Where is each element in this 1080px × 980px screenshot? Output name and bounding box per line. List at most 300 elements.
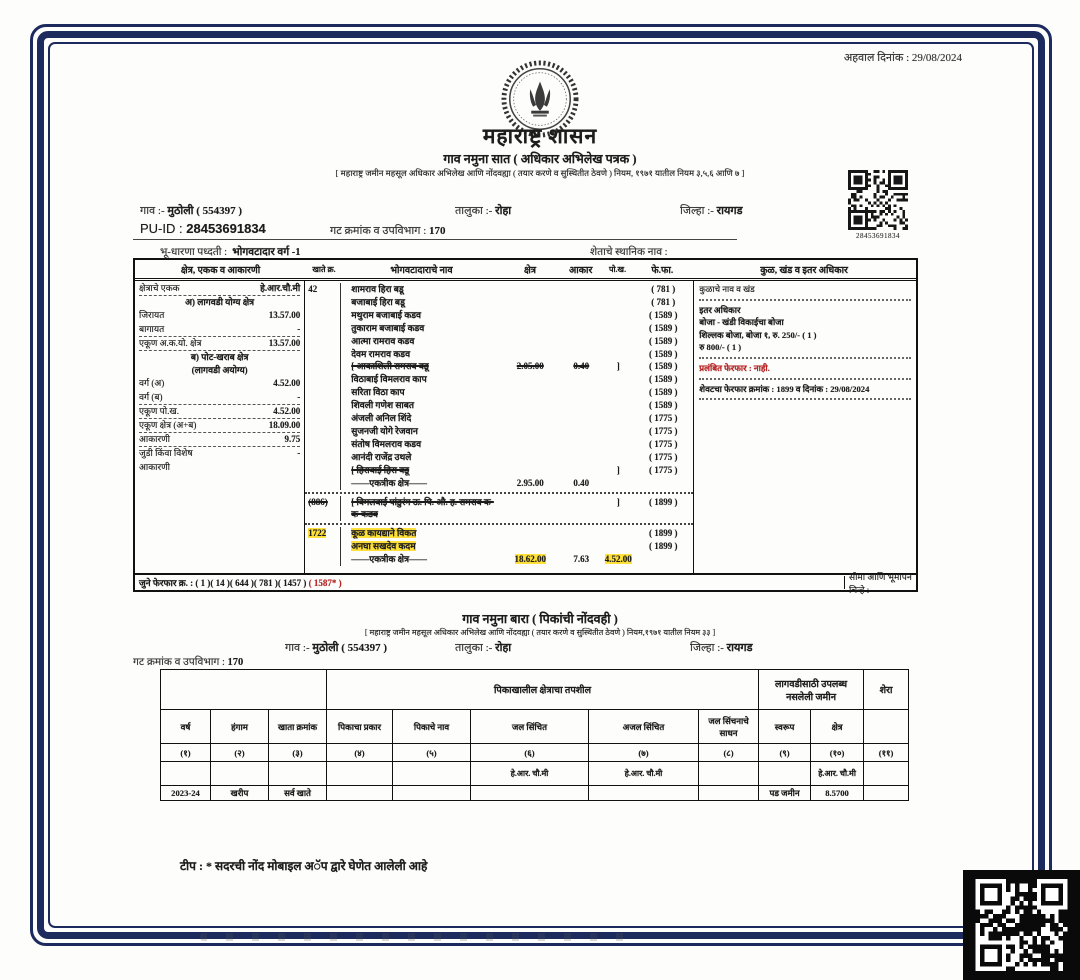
potkharab-value bbox=[603, 322, 633, 335]
assessment-value bbox=[559, 412, 603, 425]
t12-col-unit bbox=[759, 762, 811, 786]
footnote: टीप : * सदरची नोंद मोबाइल अॅप द्वारे घेणेत आलेली आहे bbox=[180, 859, 428, 873]
col-area: क्षेत्र bbox=[523, 265, 536, 276]
assessment-value bbox=[559, 451, 603, 464]
area-summary-value: - bbox=[297, 391, 301, 402]
t12-col-header: खाता क्रमांक bbox=[269, 710, 327, 744]
faded-text-remnant bbox=[200, 933, 630, 941]
area-value: 2.05.00 bbox=[516, 361, 544, 372]
col-occupant-name: भोगवटादाराचे नाव bbox=[390, 265, 453, 276]
t12-subheader-row bbox=[161, 710, 909, 744]
t12-data-cell bbox=[589, 786, 699, 801]
area-value bbox=[501, 348, 559, 361]
occupant-name: शामराव हिरा बडू bbox=[351, 284, 404, 294]
mutation-ref bbox=[633, 553, 693, 566]
khata-number bbox=[305, 451, 341, 464]
area-value bbox=[501, 508, 559, 521]
t12-col-number: (८) bbox=[699, 744, 759, 762]
t12-unit-row bbox=[161, 762, 909, 786]
area-summary-label: (लागवडी अयोग्य) bbox=[191, 365, 248, 376]
other-rights-line: शेवटचा फेरफार क्रमांक : 1899 व दिनांक : 29/08/2024 bbox=[699, 383, 870, 394]
boundary-marks-cell bbox=[845, 570, 916, 596]
khata-number bbox=[305, 348, 341, 361]
occupant-row bbox=[305, 309, 693, 322]
t12-data-cell bbox=[864, 786, 909, 801]
local-name-label: शेताचे स्थानिक नाव : bbox=[590, 247, 668, 258]
t12-col-number: (९) bbox=[759, 744, 811, 762]
dotted-separator bbox=[699, 299, 911, 301]
occupant-name: कूळ कायद्याने विकत bbox=[351, 528, 417, 539]
assessment-value: 0.40 bbox=[573, 361, 590, 372]
area-summary-row bbox=[139, 447, 300, 460]
occupant-row bbox=[305, 425, 693, 438]
area-summary-label: बागायत bbox=[139, 323, 165, 334]
boundary-marks-label: सीमा आणि भूमापन चिन्हे : bbox=[849, 571, 912, 595]
page-title: महाराष्ट्र शासन bbox=[482, 124, 598, 148]
rights-record-table bbox=[133, 258, 918, 595]
potkharab-value bbox=[603, 373, 633, 386]
khata-number: (886) bbox=[305, 496, 341, 509]
tenure-field bbox=[160, 245, 300, 259]
assessment-value bbox=[559, 425, 603, 438]
other-rights-line: रु 800/- ( 1 ) bbox=[699, 342, 742, 353]
mutation-ref: ( 1589 ) bbox=[649, 335, 678, 346]
khata-number bbox=[305, 322, 341, 335]
t12-col-unit bbox=[699, 762, 759, 786]
village-label: गाव :- bbox=[140, 205, 165, 217]
t12-data-cell: खरीप bbox=[211, 786, 269, 801]
area-summary-value: हे.आर.चौ.मी bbox=[260, 283, 301, 293]
assessment-value bbox=[559, 335, 603, 348]
mutation-ref: ( 1589 ) bbox=[649, 348, 678, 359]
khata-number bbox=[305, 553, 341, 566]
potkharab-value bbox=[603, 283, 633, 296]
khata-number bbox=[305, 309, 341, 322]
assessment-value bbox=[559, 464, 603, 477]
other-rights-line: कुळाचे नाव व खंड bbox=[699, 284, 755, 294]
mutation-ref: ( 1899 ) bbox=[649, 541, 678, 552]
area-value bbox=[501, 399, 559, 412]
t12-data-row bbox=[161, 786, 909, 801]
area-value bbox=[501, 451, 559, 464]
area-value bbox=[501, 438, 559, 451]
khata-number bbox=[305, 508, 341, 521]
area-summary-value: 18.09.00 bbox=[268, 420, 301, 431]
other-rights-line: बोजा - खंडी विकाईचा बोजा bbox=[699, 317, 784, 328]
section12-district-field bbox=[690, 640, 752, 655]
qr-code-bottom bbox=[963, 870, 1080, 980]
potkharab-value bbox=[603, 386, 633, 399]
group-separator bbox=[305, 523, 693, 525]
puid-value: 28453691834 bbox=[186, 221, 266, 236]
khata-number bbox=[305, 360, 341, 373]
assessment-value: 7.63 bbox=[573, 554, 590, 565]
t12-group-detail: पिकाखालील क्षेत्राचा तपशील bbox=[327, 670, 759, 710]
occupant-row bbox=[305, 451, 693, 464]
potkharab-value: ] bbox=[616, 464, 620, 475]
khata-number bbox=[305, 438, 341, 451]
occupant-name: शिवली गणेश साबत bbox=[351, 400, 415, 411]
section12-taluka-field bbox=[455, 640, 511, 655]
taluka-label: तालुका :- bbox=[455, 205, 493, 217]
occupant-name: [ आकाशिली रामराव बडू bbox=[351, 361, 429, 372]
t12-data-cell bbox=[699, 786, 759, 801]
area-value bbox=[501, 464, 559, 477]
occupant-row bbox=[305, 540, 693, 553]
potkharab-value bbox=[603, 348, 633, 361]
potkharab-value: 4.52.00 bbox=[604, 554, 632, 565]
area-summary-label: जुडी किंवा विशेष bbox=[139, 448, 193, 459]
dotted-separator bbox=[699, 357, 911, 359]
col-assessment: आकार bbox=[569, 265, 593, 276]
area-summary-row bbox=[139, 323, 300, 336]
potkharab-value bbox=[603, 335, 633, 348]
t12-data-cell bbox=[471, 786, 589, 801]
col-khata-no: खाते क्र. bbox=[312, 264, 336, 274]
district-field bbox=[680, 203, 742, 218]
t12-data-cell: 8.5700 bbox=[811, 786, 864, 801]
district-value: रायगड bbox=[716, 205, 743, 217]
puid-field bbox=[140, 221, 266, 236]
area-summary-value: 13.57.00 bbox=[268, 310, 301, 321]
area-summary-value: 13.57.00 bbox=[268, 337, 301, 348]
tenure-label: भू-धारणा पध्दती : bbox=[160, 247, 228, 258]
form-rule-citation: [ महाराष्ट्र जमीन महसूल अधिकार अभिलेख आणि नोंदवह्या ( तयार करणे व सुस्थितीत ठेवणे ) नियम, १९७१ यातील नियम ३,५,६ आणि ७ ] bbox=[335, 168, 745, 178]
occupant-name: अनघा सखदेव कदम bbox=[351, 541, 416, 552]
area-summary-value: 4.52.00 bbox=[273, 405, 301, 416]
other-rights-line: इतर अधिकार bbox=[699, 304, 741, 315]
mutation-ref: ( 1899 ) bbox=[649, 496, 678, 507]
area-value bbox=[501, 412, 559, 425]
t12-col-number: (१) bbox=[161, 744, 211, 762]
potkharab-value: ] bbox=[616, 496, 620, 507]
area-summary-row bbox=[139, 336, 300, 351]
mutation-ref bbox=[633, 508, 693, 521]
col-area-unit-assessment: क्षेत्र, एकक व आकारणी bbox=[180, 265, 261, 276]
t12-data-cell: पड जमीन bbox=[759, 786, 811, 801]
t12-col-number: (५) bbox=[393, 744, 471, 762]
t12-col-number: (२) bbox=[211, 744, 269, 762]
khata-number: 1722 bbox=[305, 527, 341, 540]
khata-number bbox=[305, 540, 341, 553]
khata-number bbox=[305, 477, 341, 490]
potkharab-value: ] bbox=[616, 361, 620, 372]
col-potkharab: पो.ख. bbox=[608, 264, 627, 274]
t12-col-header: पिकाचे नाव bbox=[393, 710, 471, 744]
area-summary-label: जिरायत bbox=[139, 310, 165, 321]
district-label: जिल्हा :- bbox=[680, 205, 714, 217]
area-summary-value: 4.52.00 bbox=[273, 378, 301, 389]
occupant-row bbox=[305, 496, 693, 509]
section12-district-value: रायगड bbox=[726, 642, 753, 654]
khata-number bbox=[305, 399, 341, 412]
dotted-separator bbox=[699, 398, 911, 400]
mutation-ref: ( 1775 ) bbox=[649, 413, 678, 424]
crop-register-table bbox=[160, 669, 909, 801]
potkharab-value bbox=[603, 527, 633, 540]
form-title: गाव नमुना सात ( अधिकार अभिलेख पत्रक ) bbox=[443, 152, 637, 166]
area-summary-row bbox=[139, 391, 300, 404]
khata-number bbox=[305, 296, 341, 309]
area-summary-label: वर्ग (ब) bbox=[139, 391, 163, 402]
col-other-rights: कुळ, खंड व इतर अधिकार bbox=[760, 265, 848, 276]
occupant-row bbox=[305, 373, 693, 386]
other-rights-line: शिल्लक बोजा, बोजा १, रु. 250/- ( 1 ) bbox=[699, 329, 817, 340]
area-summary-row bbox=[139, 364, 300, 377]
occupant-name: बजाबाई हिरा बडू bbox=[351, 296, 405, 307]
t12-col-number: (४) bbox=[327, 744, 393, 762]
village-value: मुठोली ( 554397 ) bbox=[167, 205, 243, 217]
area-summary-row bbox=[139, 461, 300, 474]
area-value bbox=[501, 373, 559, 386]
area-value: 18.62.00 bbox=[514, 554, 547, 565]
area-summary-value: - bbox=[297, 323, 301, 334]
section12-village-label: गाव :- bbox=[285, 642, 310, 654]
occupant-row bbox=[305, 335, 693, 348]
occupant-row bbox=[305, 386, 693, 399]
mutation-ref: ( 1589 ) bbox=[649, 309, 678, 320]
area-summary-value: 9.75 bbox=[284, 434, 301, 445]
t12-col-header: पिकाचा प्रकार bbox=[327, 710, 393, 744]
assessment-value bbox=[559, 386, 603, 399]
section12-taluka-label: तालुका :- bbox=[455, 642, 493, 654]
mutation-ref: ( 781 ) bbox=[651, 296, 676, 307]
assessment-value bbox=[559, 438, 603, 451]
occupant-row bbox=[305, 348, 693, 361]
t12-number-row bbox=[161, 744, 909, 762]
group-separator bbox=[305, 492, 693, 494]
mutation-ref bbox=[633, 477, 693, 490]
occupant-name: देवम रामराव कडव bbox=[351, 348, 411, 359]
khata-number bbox=[305, 386, 341, 399]
section12-district-label: जिल्हा :- bbox=[690, 642, 724, 654]
section12-title: गाव नमुना बारा ( पिकांची नोंदवही ) bbox=[462, 612, 618, 626]
potkharab-value bbox=[603, 438, 633, 451]
t12-col-unit: हे.आर. चौ.मी bbox=[471, 762, 589, 786]
occupant-name: विठाबाई विमलराव काप bbox=[351, 374, 427, 385]
taluka-value: रोहा bbox=[495, 205, 512, 217]
mutation-ref: ( 1589 ) bbox=[649, 361, 678, 372]
assessment-value bbox=[559, 399, 603, 412]
t12-group-remark: शेरा bbox=[864, 670, 909, 710]
mutation-ref: ( 1775 ) bbox=[649, 438, 678, 449]
area-value bbox=[501, 425, 559, 438]
t12-col-unit bbox=[864, 762, 909, 786]
village-field bbox=[140, 203, 242, 218]
t12-col-header: क्षेत्र bbox=[811, 710, 864, 744]
occupant-name: [ विमलबाई पांडुरंग ऊ. पि. औ. ह. रामराव क- bbox=[351, 496, 494, 507]
mutation-ref: ( 781 ) bbox=[651, 284, 676, 294]
local-name-field bbox=[590, 245, 668, 259]
area-value bbox=[501, 322, 559, 335]
occupant-name: आत्मा रामराव कडव bbox=[351, 335, 415, 346]
area-value bbox=[501, 309, 559, 322]
taluka-field bbox=[455, 203, 511, 218]
occupant-row bbox=[305, 283, 693, 296]
mutation-ref: ( 1589 ) bbox=[649, 322, 678, 333]
section12-gat-value: 170 bbox=[227, 657, 244, 668]
gat-field bbox=[330, 221, 446, 238]
area-summary-row bbox=[139, 404, 300, 419]
dotted-separator bbox=[699, 378, 911, 380]
occupant-row bbox=[305, 508, 693, 521]
area-summary-row bbox=[139, 419, 300, 433]
potkharab-value bbox=[603, 399, 633, 412]
area-value bbox=[501, 527, 559, 540]
section12-village-field bbox=[285, 640, 387, 655]
occupant-name: आनंदी राजेंद्र उथले bbox=[351, 451, 412, 462]
area-summary-row bbox=[139, 295, 300, 309]
t12-col-unit bbox=[161, 762, 211, 786]
col-mutation: फे.फा. bbox=[651, 265, 674, 276]
mutation-ref: ( 1775 ) bbox=[649, 464, 678, 475]
area-summary-label: एकूण क्षेत्र (अ+ब) bbox=[139, 420, 197, 431]
assessment-value bbox=[559, 496, 603, 509]
t12-col-number: (३) bbox=[269, 744, 327, 762]
occupants-column bbox=[305, 281, 693, 573]
area-summary-value: - bbox=[297, 448, 301, 459]
report-date: अहवाल दिनांक : 29/08/2024 bbox=[843, 52, 962, 64]
assessment-value bbox=[559, 508, 603, 521]
qr-code-top bbox=[845, 170, 911, 240]
area-value bbox=[501, 496, 559, 509]
assessment-value: 0.40 bbox=[573, 477, 590, 488]
t12-group-empty bbox=[161, 670, 327, 710]
t12-col-header: अजल सिंचित bbox=[589, 710, 699, 744]
puid-label: PU-ID : bbox=[140, 221, 183, 236]
mutation-ref: ( 1775 ) bbox=[649, 425, 678, 436]
occupant-row bbox=[305, 438, 693, 451]
t12-col-number: (११) bbox=[864, 744, 909, 762]
gat-value: 170 bbox=[429, 225, 446, 237]
gat-label: गट क्रमांक व उपविभाग : bbox=[330, 225, 427, 237]
potkharab-value bbox=[603, 540, 633, 553]
occupant-row bbox=[305, 296, 693, 309]
occupant-row bbox=[305, 412, 693, 425]
qr-code-caption: 28453691834 bbox=[856, 232, 900, 240]
khata-number bbox=[305, 335, 341, 348]
potkharab-value bbox=[603, 296, 633, 309]
occupant-name: अंजली अनिल शिंदे bbox=[351, 413, 412, 424]
occupant-row bbox=[305, 464, 693, 477]
occupant-name: [ हिराबाई हिरा बडू bbox=[351, 464, 410, 475]
old-mutation-label: जुने फेरफार क्र. : bbox=[139, 578, 194, 588]
area-summary-label: आकारणी bbox=[139, 434, 170, 445]
area-value bbox=[501, 335, 559, 348]
t12-col-number: (७) bbox=[589, 744, 699, 762]
mutation-ref: ( 1589 ) bbox=[649, 387, 678, 398]
area-value: 2.95.00 bbox=[516, 477, 544, 488]
old-mutation-red-value: ( 1587* ) bbox=[308, 578, 342, 588]
t12-col-header: जल सिंचित bbox=[471, 710, 589, 744]
area-summary-label: एकूण पो.ख. bbox=[139, 405, 179, 416]
t12-col-header: हंगाम bbox=[211, 710, 269, 744]
assessment-value bbox=[559, 348, 603, 361]
occupant-name: ——एकत्रीक क्षेत्र—— bbox=[351, 477, 428, 488]
occupant-row bbox=[305, 360, 693, 373]
t12-col-unit bbox=[269, 762, 327, 786]
potkharab-value bbox=[603, 309, 633, 322]
area-summary-label: एकूण अ.क.यो. क्षेत्र bbox=[139, 337, 202, 348]
mutation-ref: ( 1589 ) bbox=[649, 374, 678, 385]
other-rights-column bbox=[693, 281, 916, 573]
t12-group-row bbox=[161, 670, 909, 710]
t12-data-cell: 2023-24 bbox=[161, 786, 211, 801]
occupant-row bbox=[305, 322, 693, 335]
section12-gat-field bbox=[133, 655, 243, 669]
area-summary-label: वर्ग (अ) bbox=[139, 378, 165, 389]
t12-group-unavailable: लागवडीसाठी उपलब्ध नसलेली जमीन bbox=[759, 670, 864, 710]
area-summary-row bbox=[139, 351, 300, 364]
t12-col-header: वर्ष bbox=[161, 710, 211, 744]
t12-col-header bbox=[864, 710, 909, 744]
t12-data-cell bbox=[327, 786, 393, 801]
occupant-row bbox=[305, 399, 693, 412]
section12-rule-citation: [ महाराष्ट्र जमीन महसूल अधिकार अभिलेख आणि नोंदवह्या ( तयार करणे व सुस्थितीत ठेवणे ) नियम,१९७१ यातील नियम ३३ ] bbox=[364, 628, 716, 637]
occupant-name: तुकाराम बजाबाई कडव bbox=[351, 322, 425, 333]
potkharab-value bbox=[603, 477, 633, 490]
potkharab-value bbox=[603, 508, 633, 521]
assessment-value bbox=[559, 283, 603, 296]
old-mutation-cell bbox=[135, 576, 845, 589]
potkharab-value bbox=[603, 425, 633, 438]
area-value bbox=[501, 386, 559, 399]
area-summary-label: आकारणी bbox=[139, 461, 170, 472]
potkharab-value bbox=[603, 451, 633, 464]
potkharab-value bbox=[603, 412, 633, 425]
assessment-value bbox=[559, 540, 603, 553]
assessment-value bbox=[559, 527, 603, 540]
occupant-name: मथुराम बजाबाई कडव bbox=[351, 309, 422, 320]
occupant-name: सरिता विठा काप bbox=[351, 387, 405, 398]
section12-gat-label: गट क्रमांक व उपविभाग : bbox=[133, 657, 225, 668]
section12-village-value: मुठोली ( 554397 ) bbox=[312, 642, 388, 654]
t12-data-cell bbox=[393, 786, 471, 801]
area-summary-row bbox=[139, 282, 300, 295]
mutation-ref: ( 1775 ) bbox=[649, 451, 678, 462]
khata-number: 42 bbox=[305, 283, 341, 296]
rights-record-table-header bbox=[135, 260, 916, 281]
occupant-name: सुजनजी योगे रेजवान bbox=[351, 425, 418, 436]
t12-data-cell: सर्व खाते bbox=[269, 786, 327, 801]
occupant-name: संतोष विमलराव कडव bbox=[351, 438, 422, 449]
area-summary-label: क्षेत्राचे एकक bbox=[139, 283, 180, 293]
assessment-value bbox=[559, 296, 603, 309]
area-value bbox=[501, 296, 559, 309]
area-summary-row bbox=[139, 309, 300, 322]
occupant-row bbox=[305, 553, 693, 566]
tenure-value: भोगवटादार वर्ग -1 bbox=[232, 247, 301, 258]
section12-taluka-value: रोहा bbox=[495, 642, 512, 654]
occupant-name: ——एकत्रीक क्षेत्र—— bbox=[351, 554, 428, 565]
occupant-name: क-कडव bbox=[351, 509, 378, 520]
area-summary-label: ब) पोट-खराब क्षेत्र bbox=[190, 352, 249, 363]
occupant-row bbox=[305, 477, 693, 490]
assessment-value bbox=[559, 309, 603, 322]
area-value bbox=[501, 283, 559, 296]
khata-number bbox=[305, 425, 341, 438]
khata-number bbox=[305, 464, 341, 477]
t12-col-number: (६) bbox=[471, 744, 589, 762]
area-summary-row bbox=[139, 377, 300, 390]
t12-col-unit bbox=[393, 762, 471, 786]
divider bbox=[133, 239, 737, 240]
assessment-value bbox=[559, 322, 603, 335]
old-mutation-values: ( 1 )( 14 )( 644 )( 781 )( 1457 ) bbox=[195, 578, 307, 588]
other-rights-line: प्रलंबित फेरफार : नाही. bbox=[699, 362, 770, 373]
area-summary-row bbox=[139, 433, 300, 447]
t12-col-header: स्वरूप bbox=[759, 710, 811, 744]
